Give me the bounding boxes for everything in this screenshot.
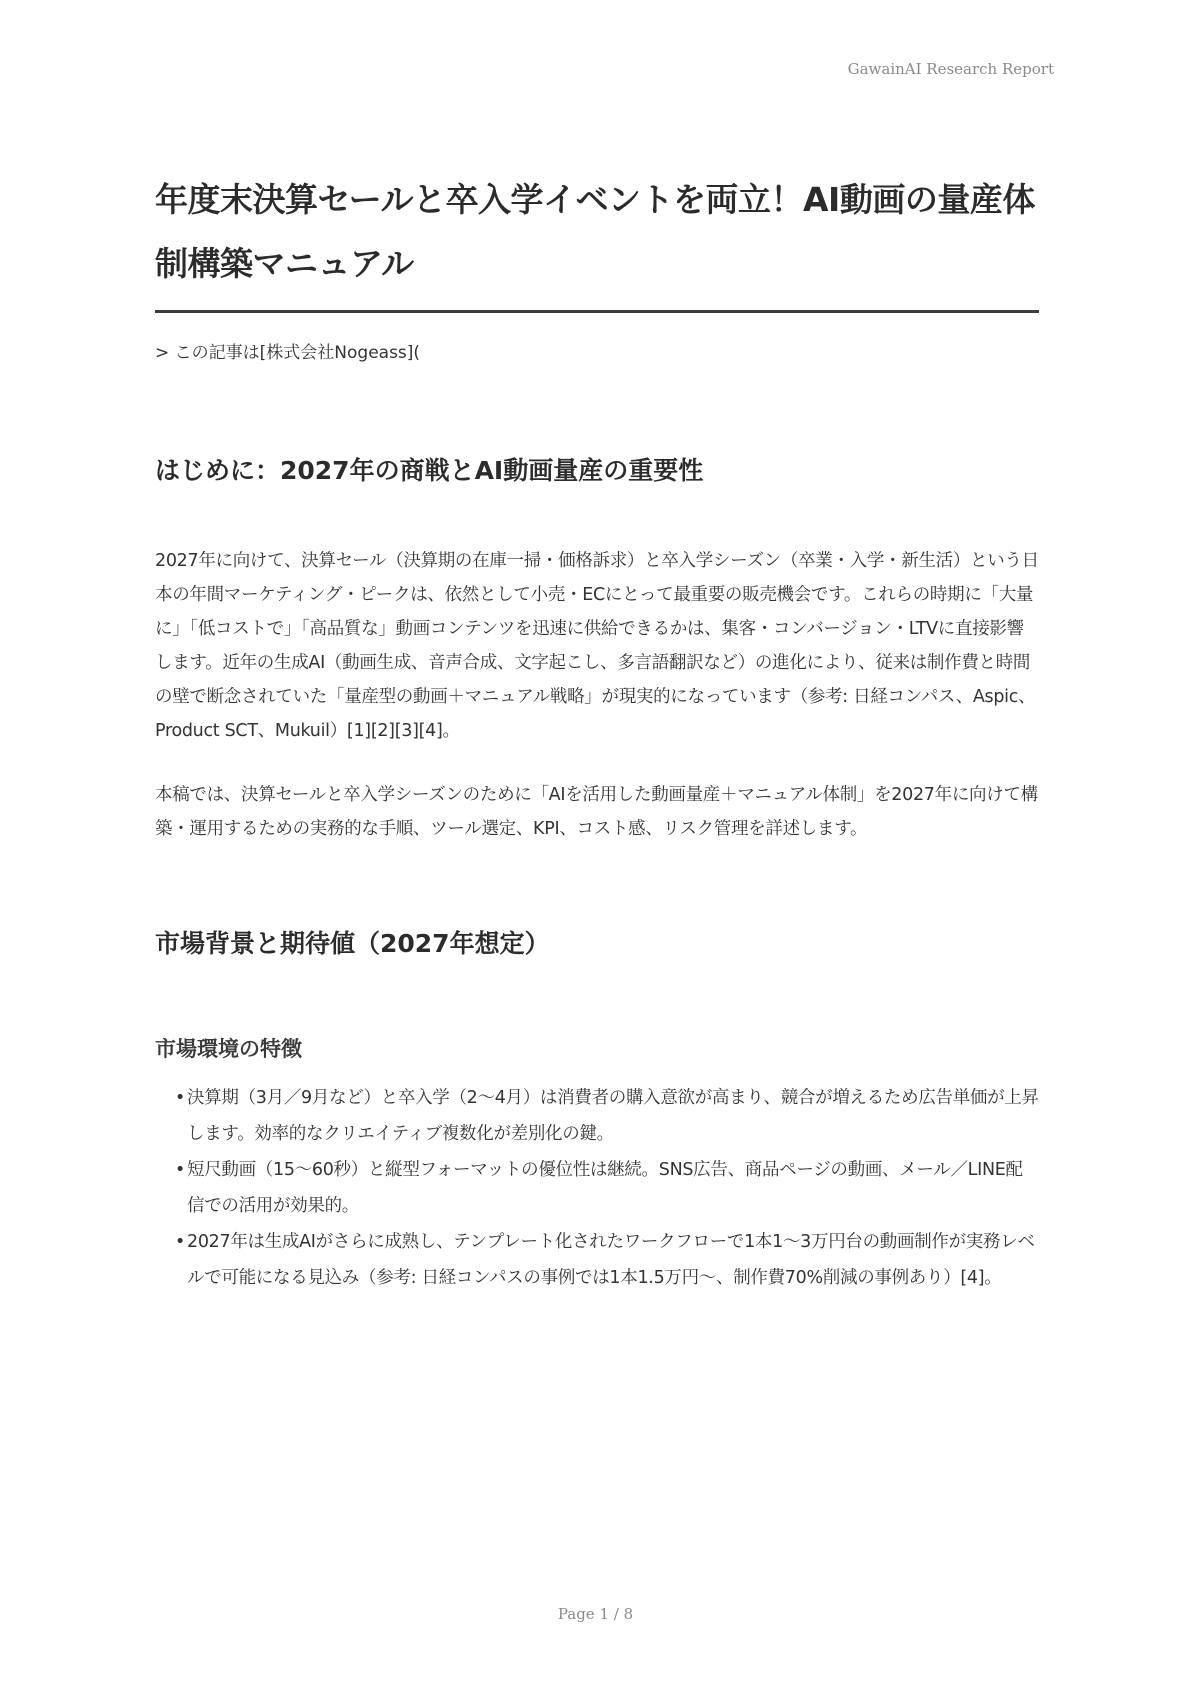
list-item-text: 2027年は生成AIがさらに成熟し、テンプレート化されたワークフローで1本1〜3万円台の動画制作が実務レベルで可能になる見込み（参考: 日経コンパスの事例では1本1.5万円〜、制作費70%削減の事例あり）[4]。 <box>187 1232 1035 1288</box>
list-item-text: 決算期（3月／9月など）と卒入学（2〜4月）は消費者の購入意欲が高まり、競合が増えるため広告単価が上昇します。効率的なクリエイティブ複数化が差別化の鍵。 <box>187 1088 1039 1144</box>
document-title: 年度末決算セールと卒入学イベントを両立！AI動画の量産体制構築マニュアル <box>155 168 1039 313</box>
bullet-icon: • <box>175 1232 186 1252</box>
intro-paragraph-1: 2027年に向けて、決算セール（決算期の在庫一掃・価格訴求）と卒入学シーズン（卒業・入学・新生活）という日本の年間マーケティング・ピークは、依然として小売・ECにとって最重要の販売機会です。これらの時期に「大量に」「低コストで」「高品質な」動画コンテンツを迅速に供給できるかは、集客・コンバージョン・LTVに直接影響します。近年の生成AI（動画生成、音声合成、文字起こし、多言語翻訳など）の進化により、従来は制作費と時間の壁で断念されていた「量産型の動画＋マニュアル戦略」が現実的になっています（参考: 日経コンパス、Aspic、Product SCT、Mukuil）[1][2][3][4]。 <box>155 551 1039 741</box>
list-item-text: 短尺動画（15〜60秒）と縦型フォーマットの優位性は継続。SNS広告、商品ページの動画、メール／LINE配信での活用が効果的。 <box>187 1160 1023 1216</box>
section-heading-introduction: はじめに：2027年の商戦とAI動画量産の重要性 <box>155 456 704 485</box>
list-item <box>155 1152 1039 1224</box>
source-note: > この記事は[株式会社Nogeass]( <box>155 343 421 363</box>
document-body <box>155 168 1039 1296</box>
subsection-heading-market-features: 市場環境の特徴 <box>155 1037 302 1061</box>
page-number: Page 1 / 8 <box>557 1605 634 1623</box>
running-header: GawainAI Research Report <box>847 60 1054 78</box>
bullet-icon: • <box>175 1088 186 1108</box>
list-item <box>155 1080 1039 1152</box>
intro-paragraph-2: 本稿では、決算セールと卒入学シーズンのために「AIを活用した動画量産＋マニュアル体制」を2027年に向けて構築・運用するための実務的な手順、ツール選定、KPI、コスト感、リスク管理を詳述します。 <box>155 785 1038 839</box>
bullet-icon: • <box>175 1160 186 1180</box>
section-heading-market-background: 市場背景と期待値（2027年想定） <box>155 929 550 958</box>
list-item <box>155 1224 1039 1296</box>
market-features-list <box>155 1080 1039 1296</box>
